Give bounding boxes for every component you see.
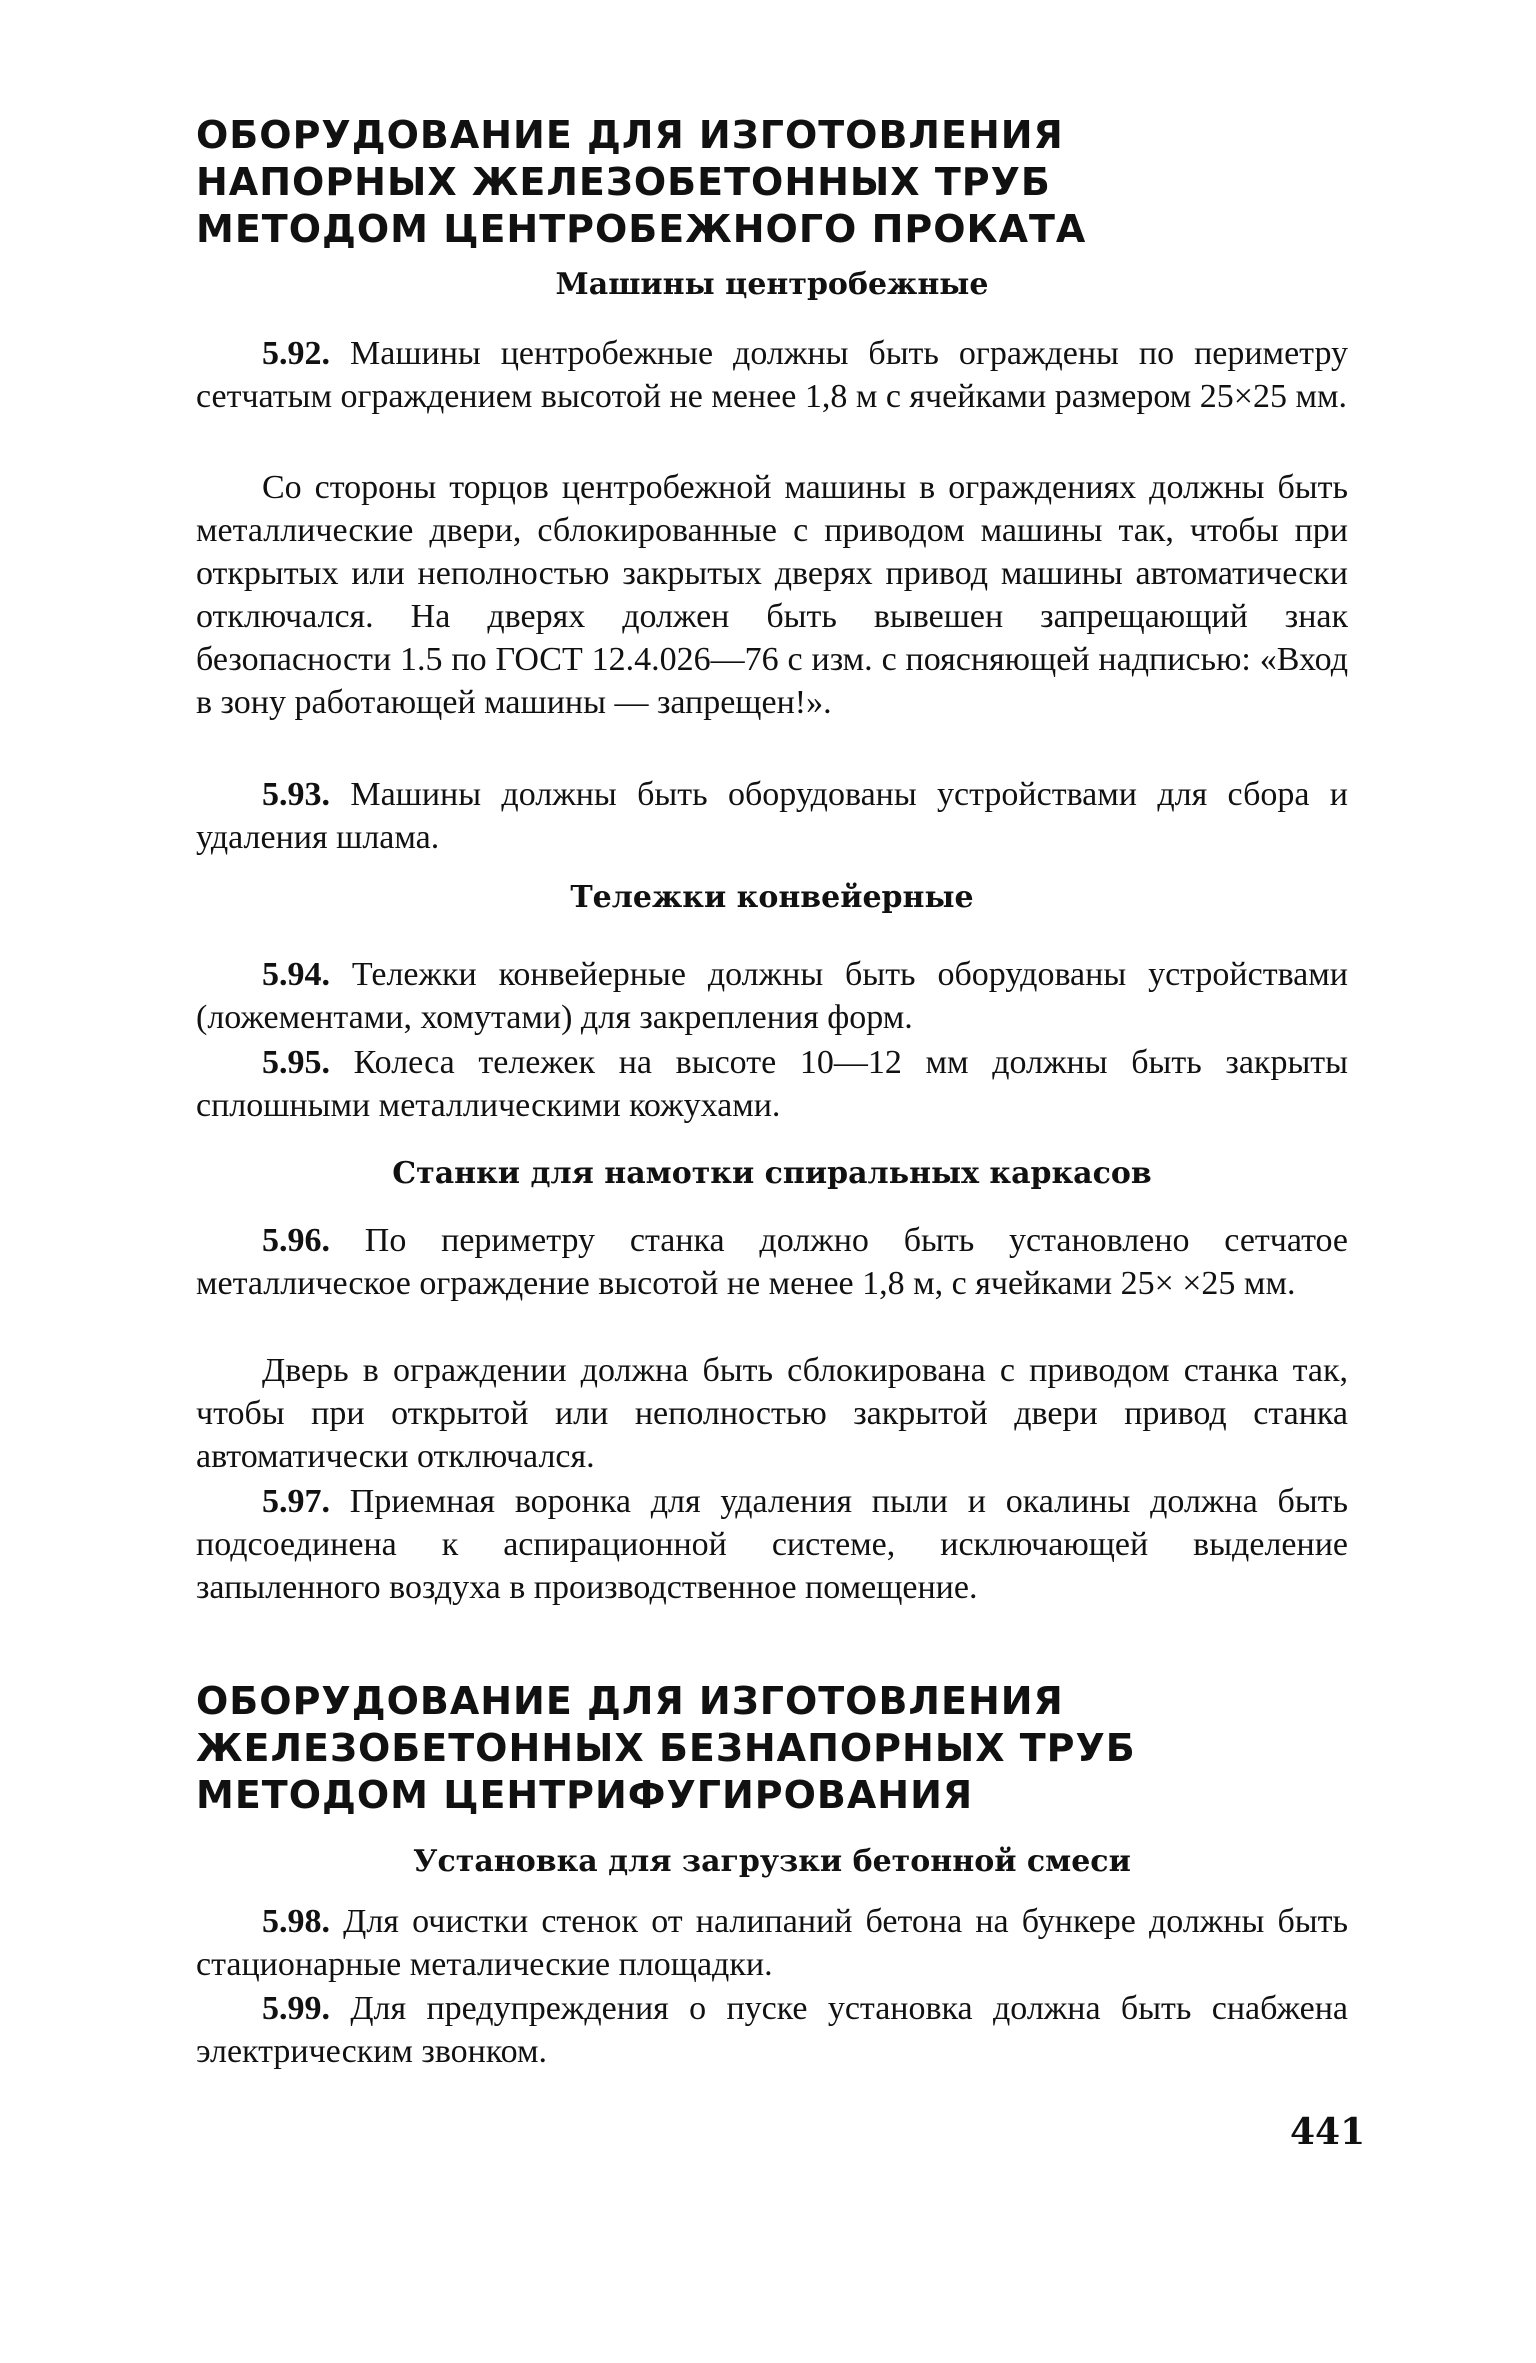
paragraph-5-99	[196, 1987, 1348, 2073]
paragraph-number: 5.96.	[262, 1222, 330, 1259]
page-number: 441	[1290, 2111, 1366, 2153]
section-title-line: МЕТОДОМ ЦЕНТРИФУГИРОВАНИЯ	[196, 1773, 974, 1817]
paragraph-5-92	[196, 332, 1348, 418]
subheading-conveyor-carts: Тележки конвейерные	[570, 880, 974, 915]
paragraph-doors-interlock	[196, 466, 1348, 724]
paragraph-5-97	[196, 1480, 1348, 1609]
section-title-line: ОБОРУДОВАНИЕ ДЛЯ ИЗГОТОВЛЕНИЯ	[196, 113, 1064, 157]
paragraph-number: 5.94.	[262, 956, 330, 993]
paragraph-text: Со стороны торцов центробежной машины в ограждениях должны быть металлические двери, сблокированные с приводом машины так, чтобы при открытых или неполностью закрытых дверях привод машины автоматически отключался. На дверях должен быть вывешен запрещающий знак безопасности 1.5 по ГОСТ 12.4.026—76 с изм. с поясняющей надписью: «Вход в зону работающей машины — запрещен!».	[196, 469, 1348, 721]
paragraph-number: 5.92.	[262, 335, 330, 372]
paragraph-number: 5.98.	[262, 1903, 330, 1940]
paragraph-number: 5.93.	[262, 776, 330, 813]
paragraph-text: Для очистки стенок от налипаний бетона на бункере должны быть стационарные металические площадки.	[196, 1903, 1348, 1983]
section-title-non-pressure-pipes	[196, 1678, 1376, 1819]
subheading-winding-machines: Станки для намотки спиральных каркасов	[392, 1156, 1152, 1191]
paragraph-5-93	[196, 773, 1348, 859]
subheading-concrete-loading: Установка для загрузки бетонной смеси	[413, 1844, 1131, 1879]
paragraph-text: Машины должны быть оборудованы устройствами для сбора и удаления шлама.	[196, 776, 1348, 856]
paragraph-5-95	[196, 1041, 1348, 1127]
paragraph-number: 5.95.	[262, 1044, 330, 1081]
paragraph-number: 5.99.	[262, 1990, 330, 2027]
paragraph-text: Машины центробежные должны быть ограждены по периметру сетчатым ограждением высотой не менее 1,8 м с ячейками размером 25×25 мм.	[196, 335, 1348, 415]
section-title-line: ОБОРУДОВАНИЕ ДЛЯ ИЗГОТОВЛЕНИЯ	[196, 1679, 1064, 1723]
paragraph-5-98	[196, 1900, 1348, 1986]
paragraph-text: Колеса тележек на высоте 10—12 мм должны быть закрыты сплошными металлическими кожухами.	[196, 1044, 1348, 1124]
paragraph-5-96	[196, 1219, 1348, 1305]
paragraph-door-interlock-machine	[196, 1349, 1348, 1478]
section-title-line: ЖЕЛЕЗОБЕТОННЫХ БЕЗНАПОРНЫХ ТРУБ	[196, 1726, 1136, 1770]
paragraph-text: По периметру станка должно быть установлено сетчатое металлическое ограждение высотой не менее 1,8 м, с ячейками 25× ×25 мм.	[196, 1222, 1348, 1302]
paragraph-5-94	[196, 953, 1348, 1039]
subheading-centrifugal-machines: Машины центробежные	[555, 267, 989, 302]
section-title-line: НАПОРНЫХ ЖЕЛЕЗОБЕТОННЫХ ТРУБ	[196, 160, 1051, 204]
section-title-pressure-pipes	[196, 112, 1376, 253]
paragraph-text: Тележки конвейерные должны быть оборудованы устройствами (ложементами, хомутами) для закрепления форм.	[196, 956, 1348, 1036]
paragraph-number: 5.97.	[262, 1483, 330, 1520]
paragraph-text: Для предупреждения о пуске установка должна быть снабжена электрическим звонком.	[196, 1990, 1348, 2070]
paragraph-text: Дверь в ограждении должна быть сблокирована с приводом станка так, чтобы при открытой или неполностью закрытой двери привод станка автоматически отключался.	[196, 1352, 1348, 1475]
section-title-line: МЕТОДОМ ЦЕНТРОБЕЖНОГО ПРОКАТА	[196, 207, 1087, 251]
paragraph-text: Приемная воронка для удаления пыли и окалины должна быть подсоединена к аспирационной системе, исключающей выделение запыленного воздуха в производственное помещение.	[196, 1483, 1348, 1606]
